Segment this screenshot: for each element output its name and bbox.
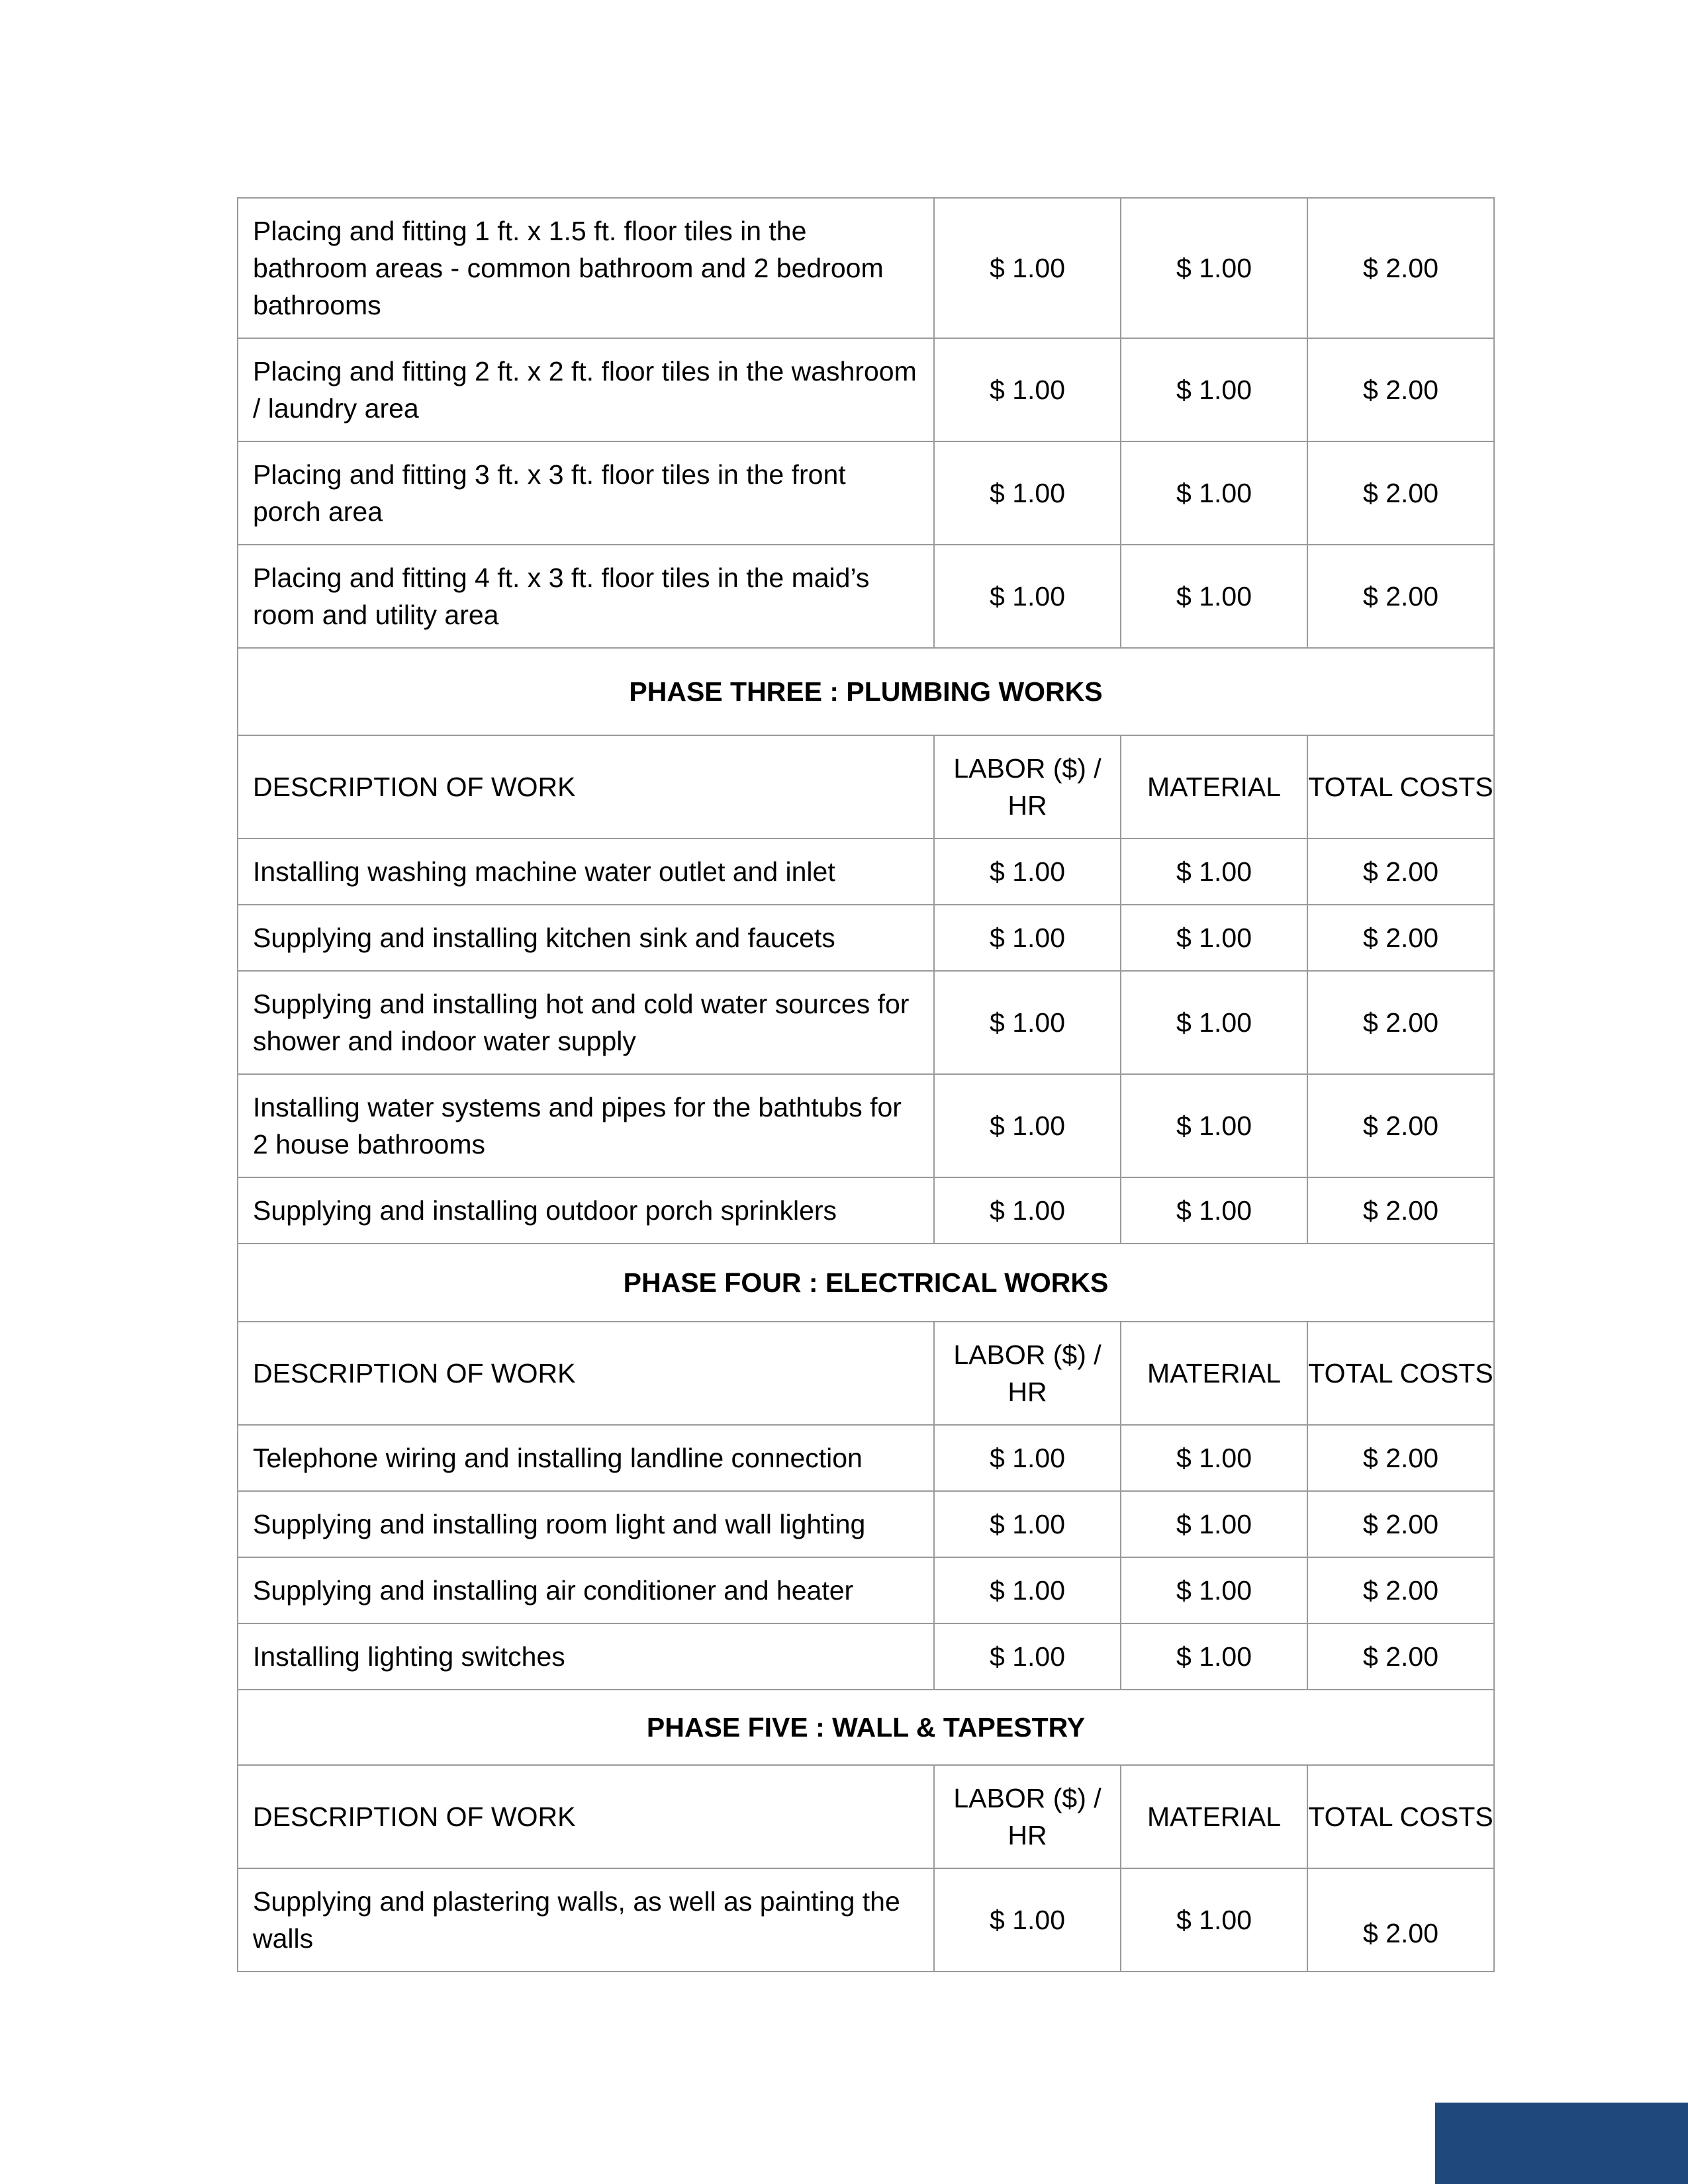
material-header: MATERIAL: [1121, 1322, 1307, 1425]
material-cost: $ 1.00: [1121, 971, 1307, 1074]
phase-three-title: PHASE THREE : PLUMBING WORKS: [238, 648, 1494, 735]
work-description: Placing and fitting 2 ft. x 2 ft. floor tiles in the washroom / laundry area: [238, 338, 934, 441]
total-header: TOTAL COSTS: [1307, 735, 1494, 839]
total-header: TOTAL COSTS: [1307, 1322, 1494, 1425]
labor-cost: $ 1.00: [934, 1623, 1121, 1690]
phase-title-row: [238, 1244, 1494, 1322]
material-cost: $ 1.00: [1121, 1557, 1307, 1623]
total-cost: $ 2.00: [1307, 971, 1494, 1074]
table-row: [238, 1868, 1494, 1972]
footer-color-block: [1435, 2103, 1688, 2184]
table-row: [238, 441, 1494, 545]
material-cost: $ 1.00: [1121, 338, 1307, 441]
total-cost: $ 2.00: [1307, 1491, 1494, 1557]
table-row: [238, 1491, 1494, 1557]
table-row: [238, 971, 1494, 1074]
table-row: [238, 198, 1494, 338]
work-description: Supplying and installing room light and wall lighting: [238, 1491, 934, 1557]
work-description: Placing and fitting 4 ft. x 3 ft. floor tiles in the maid’s room and utility area: [238, 545, 934, 648]
material-cost: $ 1.00: [1121, 545, 1307, 648]
work-description: Supplying and plastering walls, as well as painting the walls: [238, 1868, 934, 1972]
work-description: Supplying and installing kitchen sink and faucets: [238, 905, 934, 971]
material-cost: $ 1.00: [1121, 441, 1307, 545]
material-cost: $ 1.00: [1121, 198, 1307, 338]
material-header: MATERIAL: [1121, 1765, 1307, 1868]
labor-cost: $ 1.00: [934, 441, 1121, 545]
table-row: [238, 905, 1494, 971]
phase-five-title: PHASE FIVE : WALL & TAPESTRY: [238, 1690, 1494, 1765]
work-description: Supplying and installing outdoor porch sprinklers: [238, 1177, 934, 1244]
labor-cost: $ 1.00: [934, 1491, 1121, 1557]
column-header-row: [238, 1322, 1494, 1425]
work-description: Supplying and installing hot and cold water sources for shower and indoor water supply: [238, 971, 934, 1074]
material-cost: $ 1.00: [1121, 1425, 1307, 1491]
total-cost: $ 2.00: [1307, 1557, 1494, 1623]
labor-cost: $ 1.00: [934, 198, 1121, 338]
labor-header: LABOR ($) / HR: [934, 1765, 1121, 1868]
labor-cost: $ 1.00: [934, 1557, 1121, 1623]
table-row: [238, 1623, 1494, 1690]
work-description: Placing and fitting 3 ft. x 3 ft. floor tiles in the front porch area: [238, 441, 934, 545]
table-row: [238, 1557, 1494, 1623]
table-row: [238, 839, 1494, 905]
labor-cost: $ 1.00: [934, 1425, 1121, 1491]
total-cost: $ 2.00: [1307, 905, 1494, 971]
description-header: DESCRIPTION OF WORK: [238, 735, 934, 839]
work-description: Installing water systems and pipes for the bathtubs for 2 house bathrooms: [238, 1074, 934, 1177]
column-header-row: [238, 735, 1494, 839]
description-header: DESCRIPTION OF WORK: [238, 1322, 934, 1425]
work-description: Placing and fitting 1 ft. x 1.5 ft. floor tiles in the bathroom areas - common bathroom and 2 bedroom bathrooms: [238, 198, 934, 338]
labor-cost: $ 1.00: [934, 971, 1121, 1074]
work-description: Installing washing machine water outlet and inlet: [238, 839, 934, 905]
work-description: Installing lighting switches: [238, 1623, 934, 1690]
phase-title-row: [238, 1690, 1494, 1765]
total-cost: $ 2.00: [1307, 1623, 1494, 1690]
material-cost: $ 1.00: [1121, 1623, 1307, 1690]
total-cost: $ 2.00: [1307, 1425, 1494, 1491]
labor-cost: $ 1.00: [934, 1868, 1121, 1972]
material-cost: $ 1.00: [1121, 1491, 1307, 1557]
material-cost: $ 1.00: [1121, 1074, 1307, 1177]
total-cost: $ 2.00: [1307, 545, 1494, 648]
labor-header: LABOR ($) / HR: [934, 735, 1121, 839]
labor-cost: $ 1.00: [934, 1074, 1121, 1177]
total-cost: $ 2.00: [1307, 198, 1494, 338]
total-cost: $ 2.00: [1307, 1074, 1494, 1177]
cost-estimate-table: [237, 197, 1495, 1972]
total-cost: $ 2.00: [1307, 839, 1494, 905]
material-header: MATERIAL: [1121, 735, 1307, 839]
table-row: [238, 1074, 1494, 1177]
labor-cost: $ 1.00: [934, 545, 1121, 648]
table-row: [238, 1425, 1494, 1491]
labor-cost: $ 1.00: [934, 839, 1121, 905]
material-cost: $ 1.00: [1121, 1177, 1307, 1244]
column-header-row: [238, 1765, 1494, 1868]
phase-title-row: [238, 648, 1494, 735]
description-header: DESCRIPTION OF WORK: [238, 1765, 934, 1868]
work-description: Supplying and installing air conditioner and heater: [238, 1557, 934, 1623]
material-cost: $ 1.00: [1121, 839, 1307, 905]
table-row: [238, 545, 1494, 648]
table-row: [238, 1177, 1494, 1244]
labor-cost: $ 1.00: [934, 905, 1121, 971]
labor-cost: $ 1.00: [934, 338, 1121, 441]
labor-cost: $ 1.00: [934, 1177, 1121, 1244]
phase-four-title: PHASE FOUR : ELECTRICAL WORKS: [238, 1244, 1494, 1322]
total-cost: $ 2.00: [1307, 1177, 1494, 1244]
labor-header: LABOR ($) / HR: [934, 1322, 1121, 1425]
total-cost: $ 2.00: [1307, 338, 1494, 441]
total-cost: $ 2.00: [1307, 1868, 1494, 1972]
total-header: TOTAL COSTS: [1307, 1765, 1494, 1868]
material-cost: $ 1.00: [1121, 905, 1307, 971]
total-cost: $ 2.00: [1307, 441, 1494, 545]
work-description: Telephone wiring and installing landline connection: [238, 1425, 934, 1491]
table-row: [238, 338, 1494, 441]
material-cost: $ 1.00: [1121, 1868, 1307, 1972]
